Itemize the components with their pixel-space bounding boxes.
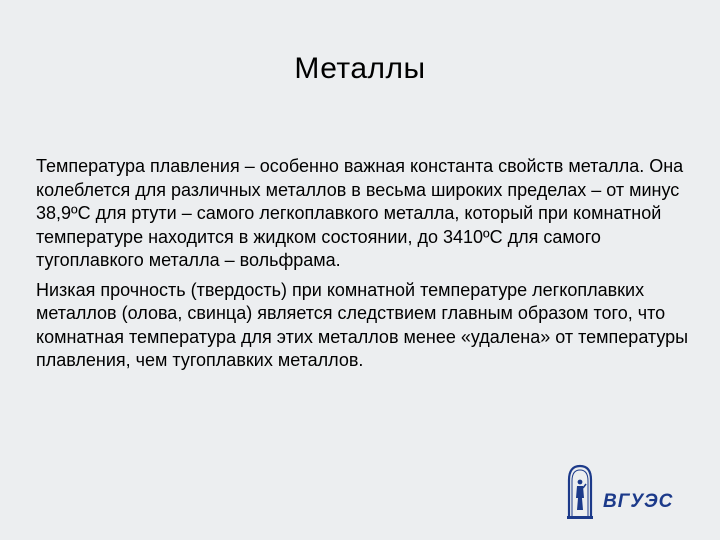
slide-body [36, 155, 696, 379]
logo-text: ВГУЭС [603, 491, 674, 512]
logo-emblem-icon [566, 464, 594, 520]
paragraph-melting-point: Температура плавления – особенно важная константа свойств металла. Она колеблется для различных металлов в весьма широких пределах – от минус 38,9ºС для ртути – самого легкоплавкого металла, который при комнатной температуре находится в жидком состоянии, до 3410ºС для самого тугоплавкого металла – вольфрама. [36, 156, 684, 270]
slide-title: Металлы [294, 52, 426, 85]
paragraph-low-strength: Низкая прочность (твердость) при комнатной температуре легкоплавких металлов (олова, свинца) является следствием главным образом того, что комнатная температура для этих металлов менее «удалена» от температуры плавления, чем тугоплавких металлов. [36, 279, 689, 370]
university-logo [566, 464, 686, 524]
